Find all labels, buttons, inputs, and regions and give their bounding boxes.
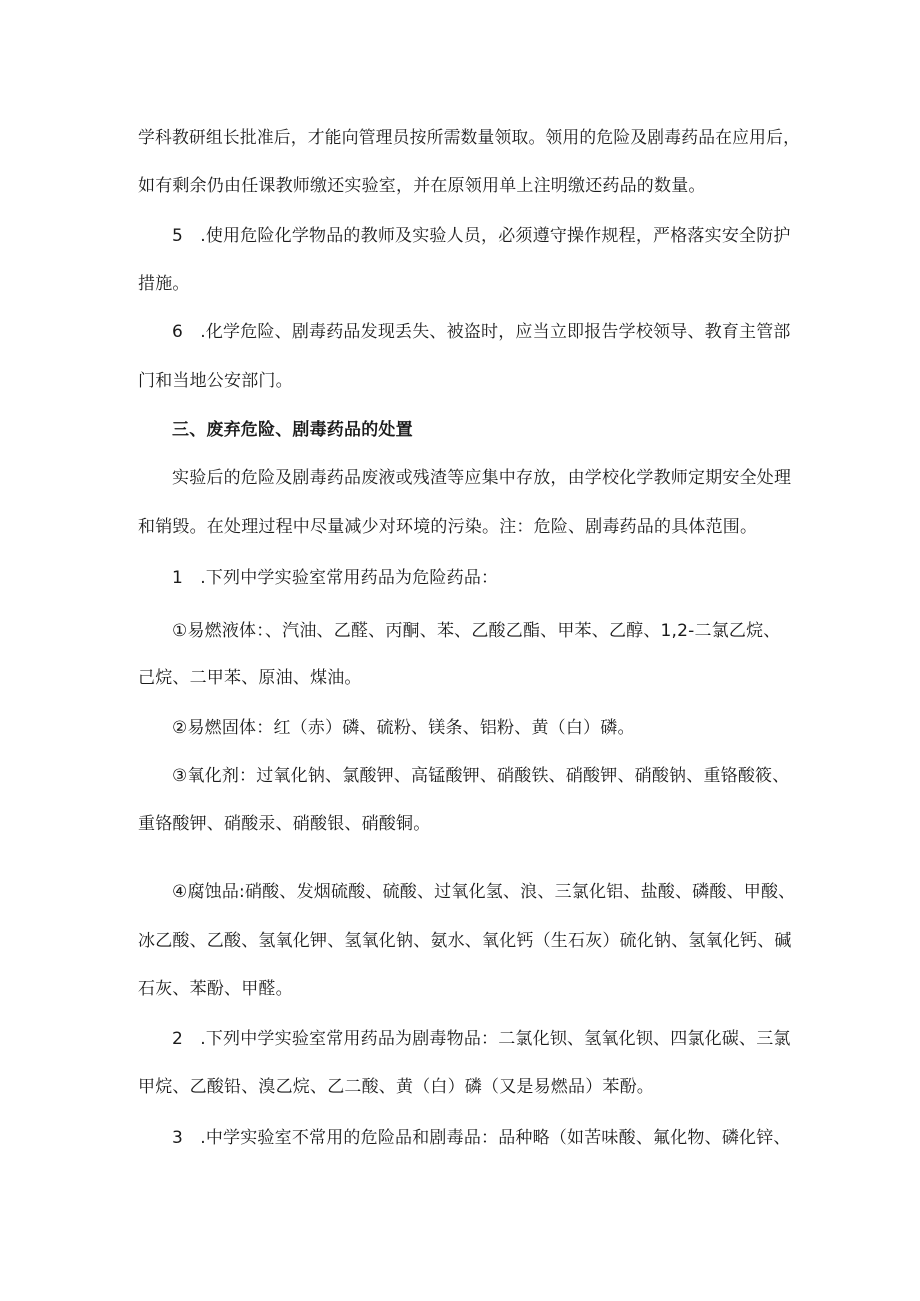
paragraph-line: 学科教研组长批准后，才能向管理员按所需数量领取。领用的危险及剧毒药品在应用后， xyxy=(138,128,801,148)
sub-item-corrosives: ④腐蚀品:硝酸、发烟硫酸、硫酸、过氧化氢、浪、三氯化铝、盐酸、磷酸、甲酸、 xyxy=(172,882,796,902)
paragraph-line: 如有剩余仍由任课教师缴还实验室，并在原领用单上注明缴还药品的数量。 xyxy=(138,176,706,196)
list-item-6: 6 .化学危险、剧毒药品发现丢失、被盗时，应当立即报告学校领导、教育主管部 xyxy=(172,322,791,342)
list-item-5: 5 .使用危险化学物品的教师及实验人员，必须遵守操作规程，严格落实安全防护 xyxy=(172,226,791,246)
section-heading: 三、废弃危险、剧毒药品的处置 xyxy=(172,420,413,440)
list-item-1: 1 .下列中学实验室常用药品为危险药品： xyxy=(172,568,499,588)
paragraph-line: 甲烷、乙酸铅、溴乙烷、乙二酸、黄（白）磷（又是易燃品）苯酚。 xyxy=(138,1077,654,1097)
sub-item-oxidizers: ③氧化剂：过氧化钠、氯酸钾、高锰酸钾、硝酸铁、硝酸钾、硝酸钠、重铬酸筱、 xyxy=(172,766,790,786)
list-item-3: 3 .中学实验室不常用的危险品和剧毒品：品种略（如苦味酸、氟化物、磷化锌、 xyxy=(172,1128,791,1148)
paragraph-line: 重铬酸钾、硝酸汞、硝酸银、硝酸铜。 xyxy=(138,814,431,834)
paragraph-line: 石灰、苯酚、甲醛。 xyxy=(138,979,293,999)
sub-item-flammable-liquids: ①易燃液体：、汽油、乙醛、丙酮、苯、乙酸乙酯、甲苯、乙醇、1,2-二氯乙烷、 xyxy=(172,621,781,641)
sub-item-flammable-solids: ②易燃固体：红（赤）磷、硫粉、镁条、铝粉、黄（白）磷。 xyxy=(172,718,635,738)
paragraph-line: 措施。 xyxy=(138,274,190,294)
paragraph-line: 实验后的危险及剧毒药品废液或残渣等应集中存放，由学校化学教师定期安全处理 xyxy=(172,468,792,488)
list-item-2: 2 .下列中学实验室常用药品为剧毒物品：二氯化钡、氢氧化钡、四氯化碳、三氯 xyxy=(172,1029,791,1049)
paragraph-line: 冰乙酸、乙酸、氢氧化钾、氢氧化钠、氨水、氧化钙（生石灰）硫化钠、氢氧化钙、碱 xyxy=(138,931,792,951)
paragraph-line: 己烷、二甲苯、原油、煤油。 xyxy=(138,668,362,688)
paragraph-line: 和销毁。在处理过程中尽量减少对环境的污染。注：危险、剧毒药品的具体范围。 xyxy=(138,517,758,537)
paragraph-line: 门和当地公安部门。 xyxy=(138,371,293,391)
